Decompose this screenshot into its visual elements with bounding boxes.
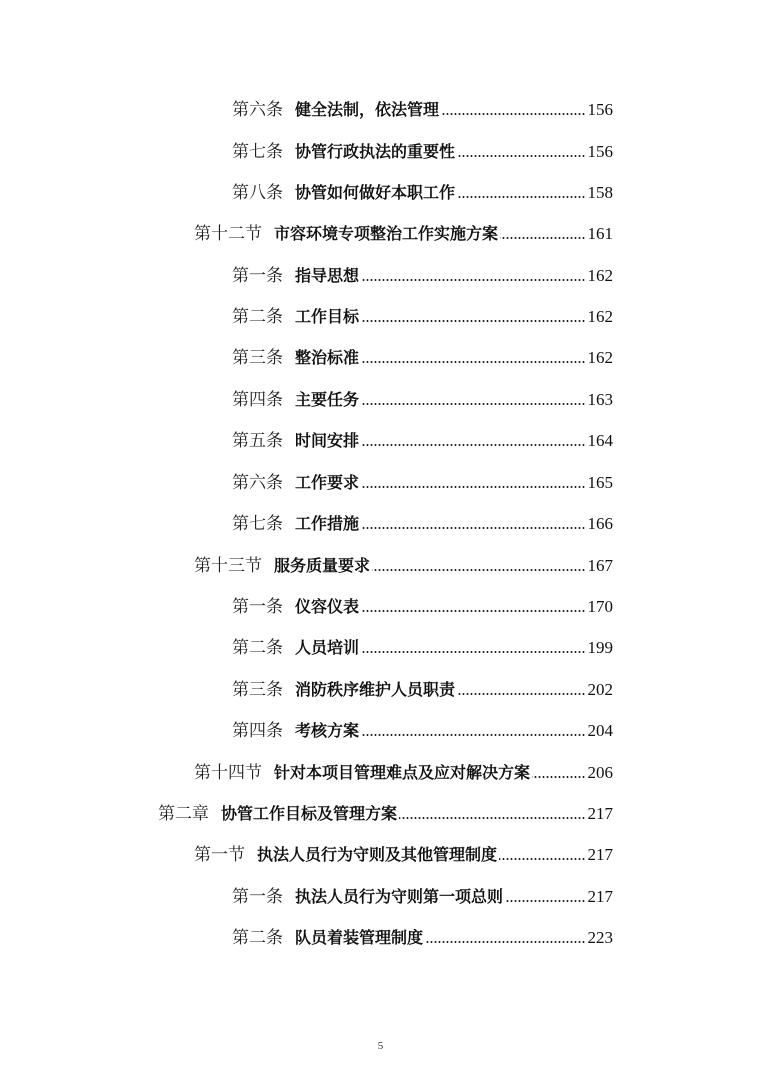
toc-entry-title: 考核方案	[295, 721, 360, 740]
toc-entry-title: 执法人员行为守则及其他管理制度	[257, 845, 498, 864]
toc-entry-page: 156	[587, 100, 613, 119]
toc-entry-number: 第四条	[232, 390, 283, 409]
toc-entry[interactable]	[232, 512, 613, 536]
toc-entry-title: 针对本项目管理难点及应对解决方案	[274, 763, 531, 782]
dot-leader	[361, 402, 585, 406]
toc-entry-page: 161	[587, 224, 613, 243]
toc-entry-number: 第一条	[232, 597, 283, 616]
dot-leader	[532, 775, 585, 779]
toc-entry-page: 223	[587, 928, 613, 947]
toc-entry-title: 队员着装管理制度	[295, 928, 424, 947]
toc-entry[interactable]	[194, 222, 613, 246]
toc-entry-title: 服务质量要求	[274, 556, 371, 575]
toc-entry[interactable]	[232, 885, 613, 909]
dot-leader	[457, 154, 585, 158]
toc-entry-page: 204	[587, 721, 613, 740]
dot-leader	[457, 692, 585, 696]
toc-entry-number: 第八条	[232, 183, 283, 202]
toc-entry-title: 消防秩序维护人员职责	[295, 680, 456, 699]
toc-entry-number: 第七条	[232, 142, 283, 161]
toc-entry-page: 158	[587, 183, 613, 202]
toc-entry-number: 第十二节	[194, 224, 262, 243]
dot-leader	[361, 609, 585, 613]
toc-entry-number: 第七条	[232, 514, 283, 533]
toc-entry[interactable]	[232, 595, 613, 619]
toc-entry-number: 第十三节	[194, 556, 262, 575]
toc-entry-page: 202	[587, 680, 613, 699]
toc-entry-page: 164	[587, 431, 613, 450]
toc-entry-number: 第四条	[232, 721, 283, 740]
dot-leader	[361, 360, 585, 364]
toc-entry[interactable]	[232, 264, 613, 288]
toc-entry-title: 协管如何做好本职工作	[295, 183, 456, 202]
dot-leader	[361, 443, 585, 447]
toc-entry[interactable]	[232, 678, 613, 702]
dot-leader	[399, 816, 585, 820]
toc-entry-title: 工作要求	[295, 473, 360, 492]
toc-entry[interactable]	[194, 554, 613, 578]
page-number: 5	[377, 1040, 384, 1052]
toc-entry[interactable]	[232, 140, 613, 164]
toc-entry[interactable]	[232, 926, 613, 950]
dot-leader	[499, 857, 585, 861]
toc-entry-title: 仪容仪表	[295, 597, 360, 616]
dot-leader	[361, 485, 585, 489]
toc-entry-page: 162	[587, 266, 613, 285]
toc-entry-number: 第一节	[194, 845, 245, 864]
toc-entry-title: 健全法制，依法管理	[295, 100, 440, 119]
toc-entry[interactable]	[194, 843, 613, 867]
toc-entry[interactable]	[232, 719, 613, 743]
toc-entry-number: 第六条	[232, 100, 283, 119]
toc-entry-page: 167	[587, 556, 613, 575]
toc-entry-number: 第五条	[232, 431, 283, 450]
dot-leader	[361, 526, 585, 530]
toc-entry-number: 第二条	[232, 928, 283, 947]
toc-entry[interactable]	[158, 802, 613, 826]
toc-entry[interactable]	[194, 761, 613, 785]
toc-entry-page: 162	[587, 348, 613, 367]
toc-entry-page: 163	[587, 390, 613, 409]
toc-entry-page: 162	[587, 307, 613, 326]
toc-entry-number: 第六条	[232, 473, 283, 492]
toc-entry-title: 整治标准	[295, 348, 360, 367]
toc-entry-page: 156	[587, 142, 613, 161]
toc-entry-page: 217	[587, 845, 613, 864]
dot-leader	[500, 236, 585, 240]
dot-leader	[457, 195, 585, 199]
toc-entry-page: 166	[587, 514, 613, 533]
dot-leader	[425, 940, 585, 944]
dot-leader	[441, 112, 585, 116]
toc-entry-title: 执法人员行为守则第一项总则	[295, 887, 504, 906]
toc-entry-page: 217	[587, 887, 613, 906]
toc-entry-number: 第十四节	[194, 763, 262, 782]
toc-entry-title: 主要任务	[295, 390, 360, 409]
toc-entry-title: 协管行政执法的重要性	[295, 142, 456, 161]
dot-leader	[372, 568, 585, 572]
toc-entry[interactable]	[232, 181, 613, 205]
toc-entry-number: 第一条	[232, 266, 283, 285]
toc-entry-number: 第二条	[232, 307, 283, 326]
toc-entry[interactable]	[232, 388, 613, 412]
toc-entry[interactable]	[232, 471, 613, 495]
toc-entry-number: 第二章	[158, 804, 209, 823]
toc-entry-number: 第三条	[232, 680, 283, 699]
toc-entry-title: 人员培训	[295, 638, 360, 657]
toc-entry[interactable]	[232, 305, 613, 329]
dot-leader	[505, 899, 585, 903]
toc-entry-page: 170	[587, 597, 613, 616]
toc-entry-title: 指导思想	[295, 266, 360, 285]
toc-entry-title: 市容环境专项整治工作实施方案	[274, 224, 499, 243]
toc-entry-number: 第二条	[232, 638, 283, 657]
toc-entry-title: 工作措施	[295, 514, 360, 533]
dot-leader	[361, 650, 585, 654]
toc-entry[interactable]	[232, 98, 613, 122]
toc-entry-page: 206	[587, 763, 613, 782]
toc-entry[interactable]	[232, 636, 613, 660]
toc-entry-page: 217	[587, 804, 613, 823]
toc-entry-title: 时间安排	[295, 431, 360, 450]
toc-entry-title: 工作目标	[295, 307, 360, 326]
dot-leader	[361, 733, 585, 737]
toc-entry-title: 协管工作目标及管理方案	[221, 804, 398, 823]
toc-entry-page: 165	[587, 473, 613, 492]
dot-leader	[361, 319, 585, 323]
toc-entry-number: 第一条	[232, 887, 283, 906]
toc-entry[interactable]	[232, 346, 613, 370]
toc-entry[interactable]	[232, 429, 613, 453]
toc-entry-page: 199	[587, 638, 613, 657]
dot-leader	[361, 278, 585, 282]
toc-entry-number: 第三条	[232, 348, 283, 367]
